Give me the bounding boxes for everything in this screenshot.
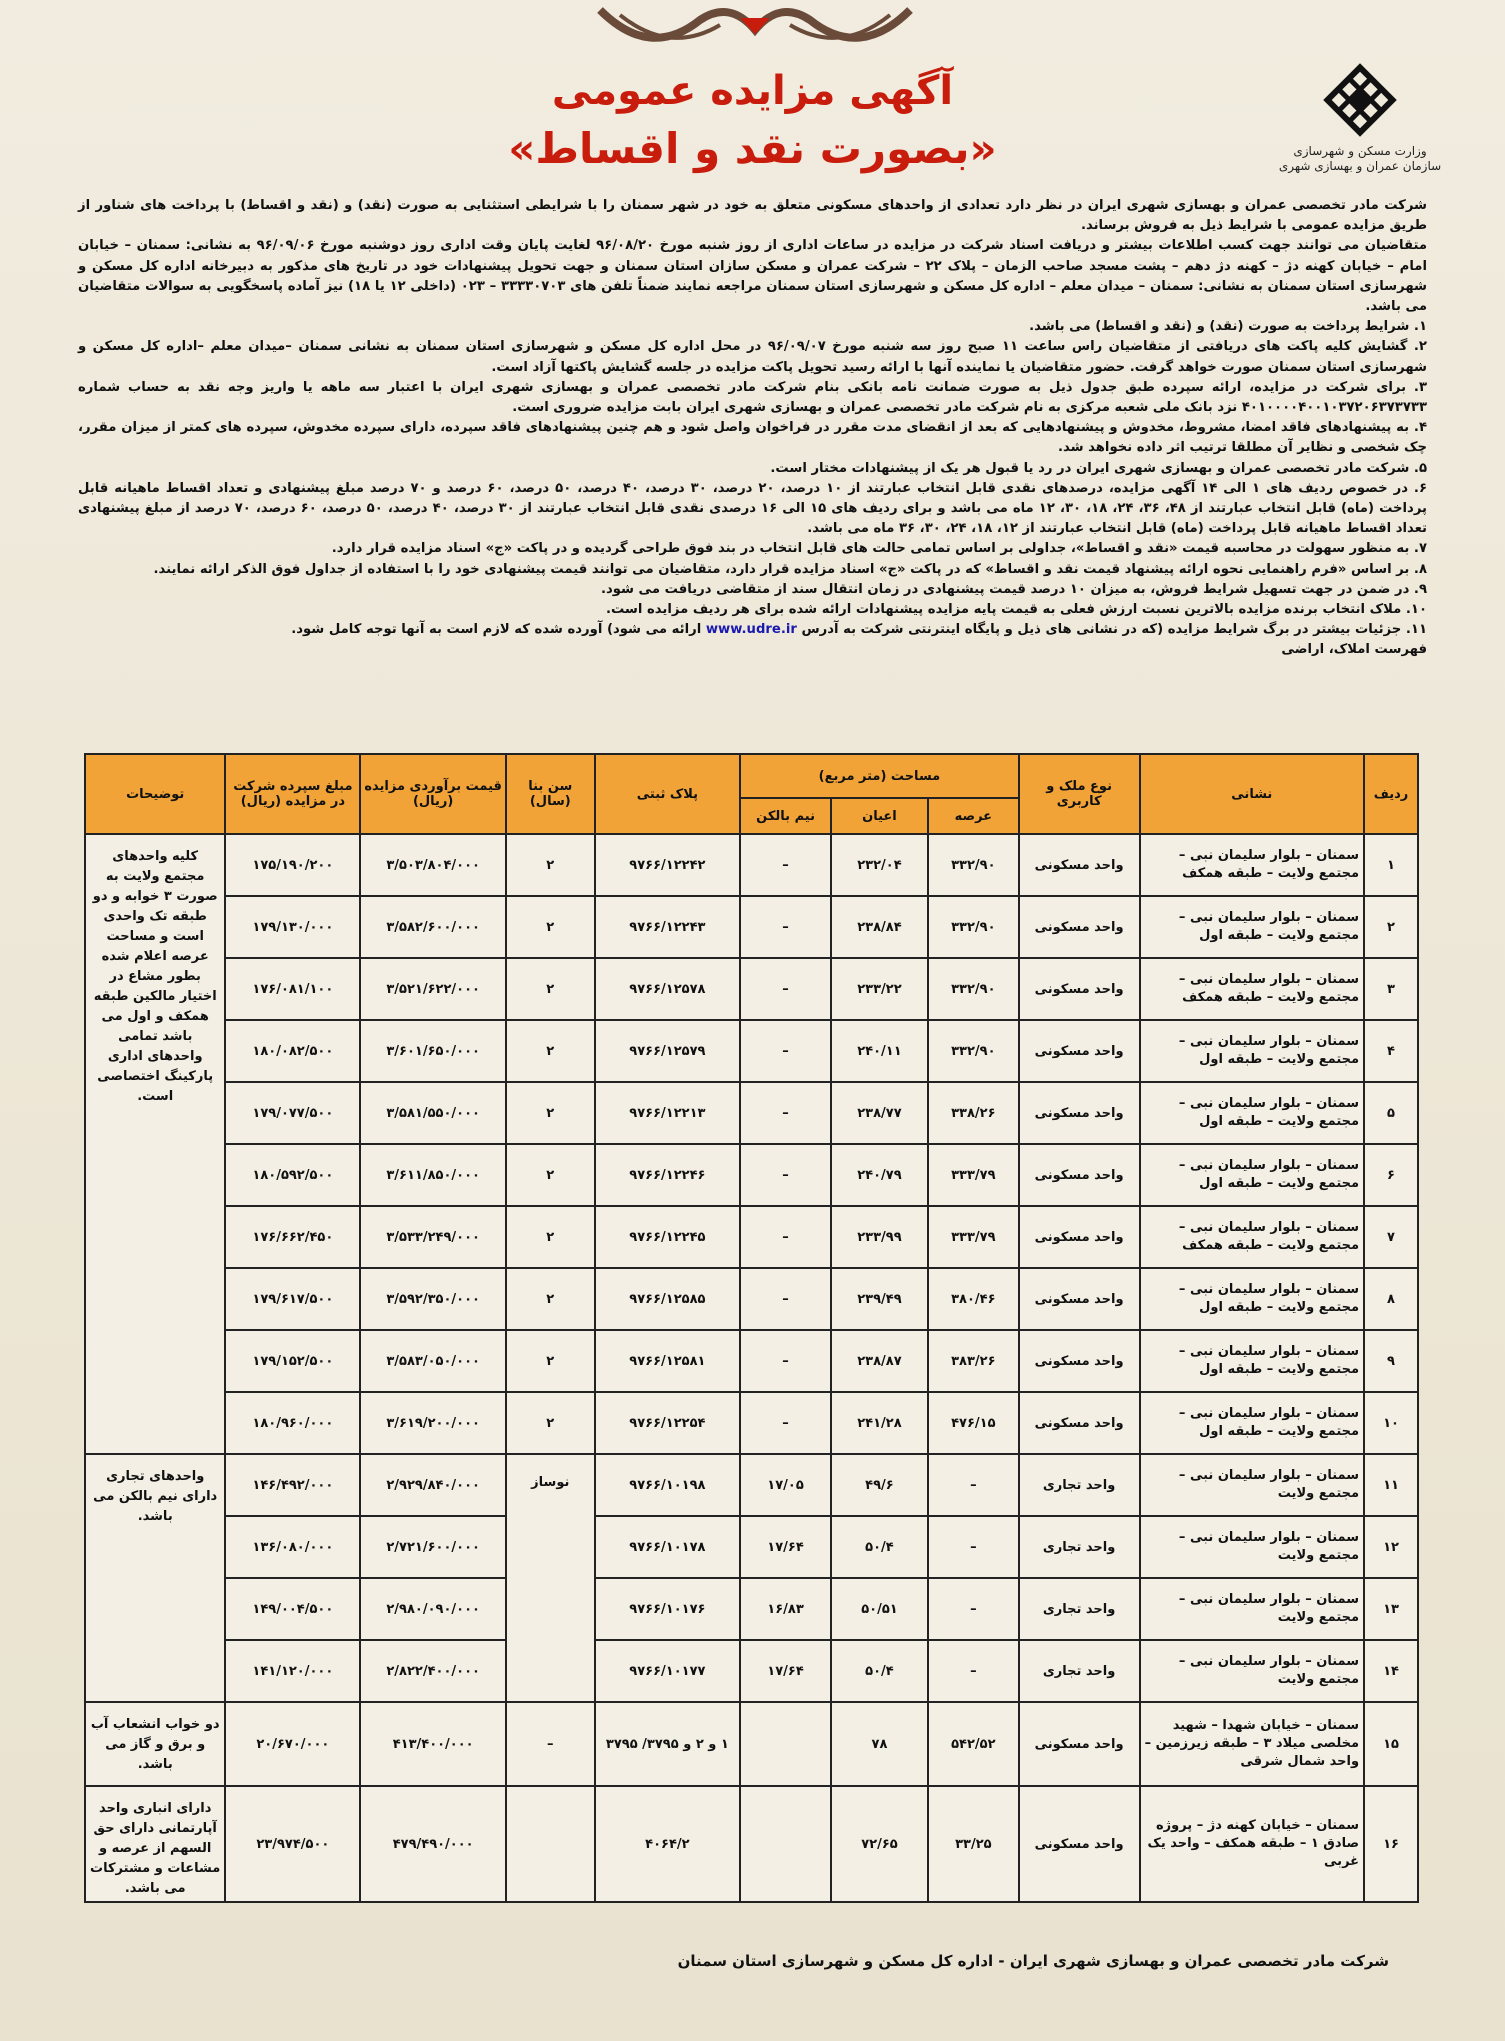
condition-4: ۴. به پیشنهادهای فاقد امضا، مشروط، مخدوش و پیشنهادهایی که بعد از انقضای مدت مقرر در فراخوان واصل شود و هم چنین پیشنهادهای فاقد سپرده، دارای سپرده مخدوش، سپرده های کمتر از میزان مقرر، چک شخصی و نظایر آن مطلقا ترتیب اثر داده نخواهد شد. <box>78 420 1427 456</box>
cell-price: ۳/۵۸۳/۰۵۰/۰۰۰ <box>360 1330 506 1392</box>
cell-deposit: ۲۰/۶۷۰/۰۰۰ <box>225 1702 360 1786</box>
cell-plak: ۱ و ۲ و ۳۷۹۵/ ۳۷۹۵ <box>595 1702 741 1786</box>
cell-deposit: ۱۷۹/۶۱۷/۵۰۰ <box>225 1268 360 1330</box>
cell-age: ۲ <box>506 896 595 958</box>
cell-ayan: ۲۳۲/۰۴ <box>831 834 928 896</box>
condition-11-end: ارائه می شود) آورده شده که لازم است به آنها توجه کامل شود. <box>291 622 702 638</box>
table-row <box>85 1206 1418 1268</box>
cell-type: واحد مسکونی <box>1019 1786 1140 1902</box>
ad-subtitle: «بصورت نقد و اقساط» <box>508 124 997 173</box>
table-row <box>85 1392 1418 1454</box>
cell-address: سمنان – خیابان کهنه دژ – پروژه صادق ۱ – طبقه همکف – واحد یک غربی <box>1140 1786 1365 1902</box>
cell-arse: ۳۳۳/۷۹ <box>928 1144 1019 1206</box>
cell-ayan: ۵۰/۴ <box>831 1516 928 1578</box>
cell-plak: ۹۷۶۶/۱۲۵۷۸ <box>595 958 741 1020</box>
cell-address: سمنان – بلوار سلیمان نبی – مجتمع ولایت – طبقه اول <box>1140 896 1365 958</box>
cell-arse: – <box>928 1640 1019 1702</box>
cell-arse: ۳۳۲/۹۰ <box>928 834 1019 896</box>
cell-age: ۲ <box>506 1020 595 1082</box>
cell-ayan: ۲۳۸/۷۷ <box>831 1082 928 1144</box>
cell-balcony: ۱۶/۸۳ <box>740 1578 831 1640</box>
cell-price: ۲/۹۸۰/۰۹۰/۰۰۰ <box>360 1578 506 1640</box>
cell-address: سمنان – بلوار سلیمان نبی – مجتمع ولایت – طبقه اول <box>1140 1268 1365 1330</box>
cell-ayan: ۲۳۸/۸۴ <box>831 896 928 958</box>
cell-age: ۲ <box>506 1206 595 1268</box>
cell-arse: ۳۳۲/۹۰ <box>928 958 1019 1020</box>
cell-row-no: ۷ <box>1364 1206 1418 1268</box>
table-row <box>85 834 1418 896</box>
condition-3: ۳. برای شرکت در مزایده، ارائه سپرده طبق جدول ذیل به صورت ضمانت نامه بانکی بنام شرکت مادر تخصصی عمران و بهسازی شهری ایران با اعتبار سه ماهه یا واریز وجه نقد به حساب شماره ۴۰۱۰۰۰۰۴۰۰۱۰۳۷۲۰۶۳۷۳۷۳۳ نزد بانک ملی شعبه مرکزی به نام شرکت مادر تخصصی عمران و بهسازی شهری ایران بابت مزایده ضروری است. <box>78 379 1427 416</box>
cell-arse: ۵۴۲/۵۲ <box>928 1702 1019 1786</box>
cell-deposit: ۱۳۶/۰۸۰/۰۰۰ <box>225 1516 360 1578</box>
cell-address: سمنان – بلوار سلیمان نبی – مجتمع ولایت – طبقه همکف <box>1140 1206 1365 1268</box>
cell-price: ۳/۵۰۳/۸۰۴/۰۰۰ <box>360 834 506 896</box>
cell-ayan: ۲۳۸/۸۷ <box>831 1330 928 1392</box>
cell-balcony <box>740 1702 831 1786</box>
cell-arse: – <box>928 1454 1019 1516</box>
cell-address: سمنان – بلوار سلیمان نبی – مجتمع ولایت <box>1140 1640 1365 1702</box>
cell-type: واحد مسکونی <box>1019 1206 1140 1268</box>
cell-price: ۲/۸۲۲/۴۰۰/۰۰۰ <box>360 1640 506 1702</box>
cell-ayan: ۷۸ <box>831 1702 928 1786</box>
cell-arse: ۴۷۶/۱۵ <box>928 1392 1019 1454</box>
cell-arse: ۳۳/۲۵ <box>928 1786 1019 1902</box>
cell-plak: ۹۷۶۶/۱۲۲۱۳ <box>595 1082 741 1144</box>
cell-deposit: ۱۴۹/۰۰۴/۵۰۰ <box>225 1578 360 1640</box>
cell-type: واحد تجاری <box>1019 1516 1140 1578</box>
cell-balcony: – <box>740 1206 831 1268</box>
cell-row-no: ۱۳ <box>1364 1578 1418 1640</box>
table-row <box>85 1144 1418 1206</box>
cell-plak: ۹۷۶۶/۱۰۱۷۸ <box>595 1516 741 1578</box>
cell-price: ۳/۵۳۳/۲۴۹/۰۰۰ <box>360 1206 506 1268</box>
header-area: مساحت (متر مربع) <box>740 754 1018 798</box>
cell-deposit: ۱۷۵/۱۹۰/۲۰۰ <box>225 834 360 896</box>
condition-7: ۷. به منظور سهولت در محاسبه قیمت «نقد و اقساط»، جداولی بر اساس تمامی حالت های قابل انتخاب در بند فوق طراحی گردیده و در پاکت «ج» اسناد مزایده قرار دارد. <box>331 541 1427 557</box>
cell-age <box>506 1786 595 1902</box>
cell-deposit: ۱۷۹/۱۵۲/۵۰۰ <box>225 1330 360 1392</box>
cell-row-no: ۵ <box>1364 1082 1418 1144</box>
cell-plak: ۹۷۶۶/۱۲۲۴۶ <box>595 1144 741 1206</box>
cell-balcony: ۱۷/۶۴ <box>740 1640 831 1702</box>
table-row <box>85 1786 1418 1902</box>
cell-age: ۲ <box>506 834 595 896</box>
ad-title: آگهی مزایده عمومی <box>551 68 954 114</box>
cell-balcony <box>740 1786 831 1902</box>
footer-signature: شرکت مادر تخصصی عمران و بهسازی شهری ایران - اداره کل مسکن و شهرسازی استان سمنان <box>677 1952 1389 1970</box>
logo-line-1: وزارت مسکن و شهرسازی <box>1293 144 1427 158</box>
cell-deposit: ۱۷۶/۶۶۲/۴۵۰ <box>225 1206 360 1268</box>
ornament-icon <box>590 0 920 70</box>
cell-type: واحد مسکونی <box>1019 1702 1140 1786</box>
cell-price: ۳/۵۸۱/۵۵۰/۰۰۰ <box>360 1082 506 1144</box>
website-link[interactable]: www.udre.ir <box>705 622 797 638</box>
cell-row-no: ۲ <box>1364 896 1418 958</box>
table-body <box>85 834 1418 1902</box>
cell-price: ۴۱۳/۴۰۰/۰۰۰ <box>360 1702 506 1786</box>
table-row <box>85 1516 1418 1578</box>
cell-age: ۲ <box>506 1268 595 1330</box>
cell-row-no: ۱۰ <box>1364 1392 1418 1454</box>
info-paragraph: متقاضیان می توانند جهت کسب اطلاعات بیشتر و دریافت اسناد شرکت در مزایده در ساعات اداری از روز شنبه مورخ ۹۶/۰۸/۲۰ لغایت پایان وقت اداری روز دوشنبه مورخ ۹۶/۰۹/۰۶ به نشانی: سمنان – خیابان امام – خیابان کهنه دژ – کهنه دژ دهم – پشت مسجد صاحب الزمان – پلاک ۲۲ – شرکت عمران و مسکن سازان استان سمنان و جهت تحویل پیشنهادات خود در تاریخ های مذکور به دبیرخانه اداره کل مسکن و شهرسازی استان سمنان به نشانی: سمنان – میدان معلم – اداره کل مسکن و شهرسازی استان سمنان مراجعه نمایند ضمناً تلفن های ۳۳۳۳۰۷۰۳ – ۰۲۳ (داخلی ۱۲ یا ۱۸) نیز آماده پاسخگویی به سوالات متقاضیان می باشد. <box>78 238 1428 315</box>
cell-address: سمنان – بلوار سلیمان نبی – مجتمع ولایت – طبقه اول <box>1140 1082 1365 1144</box>
top-ornament <box>590 0 920 70</box>
cell-deposit: ۱۷۹/۰۷۷/۵۰۰ <box>225 1082 360 1144</box>
cell-row-no: ۹ <box>1364 1330 1418 1392</box>
cell-notes: کلیه واحدهای مجتمع ولایت به صورت ۳ خوابه و دو طبقه تک واحدی است و مساحت عرصه اعلام شده بطور مشاع در اختیار مالکین طبقه همکف و اول می باشد تمامی واحدهای اداری پارکینگ اختصاصی است. <box>85 834 225 1454</box>
cell-row-no: ۶ <box>1364 1144 1418 1206</box>
cell-row-no: ۱۶ <box>1364 1786 1418 1902</box>
cell-price: ۲/۷۲۱/۶۰۰/۰۰۰ <box>360 1516 506 1578</box>
cell-address: سمنان – خیابان شهدا – شهید مخلصی میلاد ۳ – طبقه زیرزمین – واحد شمال شرقی <box>1140 1702 1365 1786</box>
cell-ayan: ۲۴۱/۲۸ <box>831 1392 928 1454</box>
cell-price: ۳/۵۹۲/۳۵۰/۰۰۰ <box>360 1268 506 1330</box>
cell-balcony: – <box>740 896 831 958</box>
cell-age: ۲ <box>506 1330 595 1392</box>
cell-ayan: ۵۰/۴ <box>831 1640 928 1702</box>
cell-price: ۲/۹۲۹/۸۴۰/۰۰۰ <box>360 1454 506 1516</box>
cell-row-no: ۱۵ <box>1364 1702 1418 1786</box>
table-row <box>85 1268 1418 1330</box>
cell-price: ۳/۶۱۱/۸۵۰/۰۰۰ <box>360 1144 506 1206</box>
cell-type: واحد تجاری <box>1019 1640 1140 1702</box>
cell-deposit: ۲۳/۹۷۴/۵۰۰ <box>225 1786 360 1902</box>
list-title: فهرست املاک، اراضی <box>1281 642 1427 658</box>
cell-arse: – <box>928 1516 1019 1578</box>
header-arse: عرصه <box>928 798 1019 834</box>
cell-price: ۳/۵۲۱/۶۲۲/۰۰۰ <box>360 958 506 1020</box>
cell-address: سمنان – بلوار سلیمان نبی – مجتمع ولایت <box>1140 1578 1365 1640</box>
cell-arse: ۳۳۸/۲۶ <box>928 1082 1019 1144</box>
header-plak: پلاک ثبتی <box>595 754 741 834</box>
cell-ayan: ۲۳۹/۴۹ <box>831 1268 928 1330</box>
cell-age: ۲ <box>506 1392 595 1454</box>
cell-ayan: ۲۳۳/۲۲ <box>831 958 928 1020</box>
header-row-no: ردیف <box>1364 754 1418 834</box>
cell-balcony: – <box>740 1392 831 1454</box>
cell-address: سمنان – بلوار سلیمان نبی – مجتمع ولایت – طبقه اول <box>1140 1330 1365 1392</box>
cell-notes: واحدهای تجاری دارای نیم بالکن می باشد. <box>85 1454 225 1702</box>
table-row <box>85 1640 1418 1702</box>
cell-row-no: ۱ <box>1364 834 1418 896</box>
cell-arse: ۳۸۳/۲۶ <box>928 1330 1019 1392</box>
cell-price: ۳/۵۸۲/۶۰۰/۰۰۰ <box>360 896 506 958</box>
cell-balcony: ۱۷/۰۵ <box>740 1454 831 1516</box>
condition-8: ۸. بر اساس «فرم راهنمایی نحوه ارائه پیشنهاد قیمت نقد و اقساط» که در پاکت «ج» اسناد مزایده قرار دارد، متقاضیان می توانند قیمت پیشنهادی خود را با استفاده از جداول فوق الذکر ارائه نمایند. <box>153 561 1427 577</box>
cell-type: واحد مسکونی <box>1019 1392 1140 1454</box>
cell-arse: ۳۳۲/۹۰ <box>928 1020 1019 1082</box>
cell-address: سمنان – بلوار سلیمان نبی – مجتمع ولایت – طبقه همکف <box>1140 958 1365 1020</box>
cell-notes: دو خواب انشعاب آب و برق و گاز می باشد. <box>85 1702 225 1786</box>
table-row <box>85 1702 1418 1786</box>
cell-ayan: ۲۴۰/۷۹ <box>831 1144 928 1206</box>
cell-type: واحد مسکونی <box>1019 1268 1140 1330</box>
cell-ayan: ۵۰/۵۱ <box>831 1578 928 1640</box>
cell-arse: – <box>928 1578 1019 1640</box>
cell-age: ۲ <box>506 1082 595 1144</box>
cell-ayan: ۲۳۳/۹۹ <box>831 1206 928 1268</box>
cell-ayan: ۴۹/۶ <box>831 1454 928 1516</box>
cell-row-no: ۱۲ <box>1364 1516 1418 1578</box>
cell-address: سمنان – بلوار سلیمان نبی – مجتمع ولایت – طبقه اول <box>1140 1144 1365 1206</box>
table-row <box>85 1578 1418 1640</box>
cell-type: واحد تجاری <box>1019 1578 1140 1640</box>
cell-plak: ۹۷۶۶/۱۲۵۸۱ <box>595 1330 741 1392</box>
cell-plak: ۹۷۶۶/۱۲۲۴۳ <box>595 896 741 958</box>
cell-deposit: ۱۸۰/۹۶۰/۰۰۰ <box>225 1392 360 1454</box>
cell-price: ۳/۶۰۱/۶۵۰/۰۰۰ <box>360 1020 506 1082</box>
cell-price: ۳/۶۱۹/۲۰۰/۰۰۰ <box>360 1392 506 1454</box>
header-age: سن بنا (سال) <box>506 754 595 834</box>
cell-balcony: – <box>740 1020 831 1082</box>
cell-type: واحد مسکونی <box>1019 1082 1140 1144</box>
cell-deposit: ۱۴۶/۴۹۲/۰۰۰ <box>225 1454 360 1516</box>
cell-address: سمنان – بلوار سلیمان نبی – مجتمع ولایت – طبقه اول <box>1140 1020 1365 1082</box>
table-row <box>85 1330 1418 1392</box>
condition-11 <box>78 620 1427 640</box>
cell-deposit: ۱۷۹/۱۳۰/۰۰۰ <box>225 896 360 958</box>
header-deposit: مبلغ سپرده شرکت در مزایده (ریال) <box>225 754 360 834</box>
cell-balcony: ۱۷/۶۴ <box>740 1516 831 1578</box>
cell-row-no: ۱۱ <box>1364 1454 1418 1516</box>
header-price: قیمت برآوردی مزایده (ریال) <box>360 754 506 834</box>
cell-plak: ۹۷۶۶/۱۲۲۴۲ <box>595 834 741 896</box>
cell-address: سمنان – بلوار سلیمان نبی – مجتمع ولایت <box>1140 1516 1365 1578</box>
cell-plak: ۹۷۶۶/۱۰۱۷۶ <box>595 1578 741 1640</box>
cell-plak: ۹۷۶۶/۱۲۵۷۹ <box>595 1020 741 1082</box>
cell-type: واحد مسکونی <box>1019 834 1140 896</box>
cell-plak: ۹۷۶۶/۱۰۱۹۸ <box>595 1454 741 1516</box>
cell-balcony: – <box>740 958 831 1020</box>
cell-balcony: – <box>740 1268 831 1330</box>
header-balcony: نیم بالکن <box>740 798 831 834</box>
condition-10: ۱۰. ملاک انتخاب برنده مزایده بالاترین نسبت ارزش فعلی به قیمت پایه مزایده پیشنهادات ارائه شده برای هر ردیف مزایده است. <box>605 602 1427 618</box>
cell-row-no: ۱۴ <box>1364 1640 1418 1702</box>
table-row <box>85 1082 1418 1144</box>
cell-age: ۲ <box>506 1144 595 1206</box>
cell-type: واحد مسکونی <box>1019 1144 1140 1206</box>
cell-notes: دارای انباری واحد آپارتمانی دارای حق السهم از عرصه و مشاعات و مشترکات می باشد. <box>85 1786 225 1902</box>
intro-paragraph: شرکت مادر تخصصی عمران و بهسازی شهری ایران در نظر دارد تعدادی از واحدهای مسکونی متعلق به خود در شهر سمنان را با شرایطی استثنایی به صورت (نقد) و (نقد و اقساط) با پرداخت های شناور از طریق مزایده عمومی با شرایط ذیل به فروش برساند. <box>78 198 1427 234</box>
cell-row-no: ۳ <box>1364 958 1418 1020</box>
cell-address: سمنان – بلوار سلیمان نبی – مجتمع ولایت <box>1140 1454 1365 1516</box>
header-ayan: اعیان <box>831 798 928 834</box>
cell-balcony: – <box>740 1082 831 1144</box>
table-row <box>85 896 1418 958</box>
cell-ayan: ۷۲/۶۵ <box>831 1786 928 1902</box>
condition-6: ۶. در خصوص ردیف های ۱ الی ۱۴ آگهی مزایده، درصدهای نقدی قابل انتخاب عبارتند از ۱۰ درصد، ۲۰ درصد، ۳۰ درصد، ۴۰ درصد، ۵۰ درصد، ۶۰ درصد و ۷۰ درصد مبلغ پیشنهادی و تعداد اقساط ماهیانه قابل پرداخت (ماه) قابل انتخاب عبارتند از ۴۸، ۳۶، ۲۴، ۱۸، ۳۰، ۱۲ ماه می باشد و برای ردیف های ۱۵ الی ۱۶ درصدی نقدی قابل انتخاب عبارتند از ۳۰ درصد، ۴۰ درصد، ۵۰ درصد، ۶۰ درصد، ۷۰ درصد از مبلغ پیشنهادی تعداد اقساط ماهیانه قابل پرداخت (ماه) قابل انتخاب عبارتند از ۱۲، ۱۸، ۲۴، ۳۰، ۳۶ ماه می باشد. <box>78 480 1427 537</box>
cell-arse: ۳۸۰/۴۶ <box>928 1268 1019 1330</box>
cell-address: سمنان – بلوار سلیمان نبی – مجتمع ولایت – طبقه همکف <box>1140 834 1365 896</box>
cell-type: واحد تجاری <box>1019 1454 1140 1516</box>
cell-price: ۴۷۹/۴۹۰/۰۰۰ <box>360 1786 506 1902</box>
ad-body <box>78 196 1427 661</box>
condition-9: ۹. در ضمن در جهت تسهیل شرایط فروش، به میزان ۱۰ درصد قیمت پیشنهادی در زمان انتقال سند از متقاضی دریافت می شود. <box>600 581 1427 597</box>
table-row <box>85 1020 1418 1082</box>
cell-balcony: – <box>740 834 831 896</box>
cell-row-no: ۸ <box>1364 1268 1418 1330</box>
condition-5: ۵. شرکت مادر تخصصی عمران و بهسازی شهری ایران در رد یا قبول هر یک از پیشنهادات مختار است. <box>770 460 1427 476</box>
property-table <box>84 753 1419 1903</box>
cell-type: واحد مسکونی <box>1019 1330 1140 1392</box>
header-notes: توضیحات <box>85 754 225 834</box>
cell-age: – <box>506 1702 595 1786</box>
header-type: نوع ملک و کاربری <box>1019 754 1140 834</box>
cell-deposit: ۱۸۰/۰۸۲/۵۰۰ <box>225 1020 360 1082</box>
cell-plak: ۹۷۶۶/۱۰۱۷۷ <box>595 1640 741 1702</box>
cell-type: واحد مسکونی <box>1019 958 1140 1020</box>
cell-row-no: ۴ <box>1364 1020 1418 1082</box>
logo-line-2: سازمان عمران و بهسازی شهری <box>1278 159 1442 173</box>
cell-plak: ۹۷۶۶/۱۲۲۵۴ <box>595 1392 741 1454</box>
cell-balcony: – <box>740 1144 831 1206</box>
cell-deposit: ۱۴۱/۱۲۰/۰۰۰ <box>225 1640 360 1702</box>
cell-plak: ۹۷۶۶/۱۲۲۴۵ <box>595 1206 741 1268</box>
table-row <box>85 1454 1418 1516</box>
table-row <box>85 958 1418 1020</box>
cell-arse: ۳۳۳/۷۹ <box>928 1206 1019 1268</box>
cell-balcony: – <box>740 1330 831 1392</box>
cell-deposit: ۱۷۶/۰۸۱/۱۰۰ <box>225 958 360 1020</box>
cell-deposit: ۱۸۰/۵۹۲/۵۰۰ <box>225 1144 360 1206</box>
cell-arse: ۳۳۲/۹۰ <box>928 896 1019 958</box>
cell-type: واحد مسکونی <box>1019 1020 1140 1082</box>
cell-address: سمنان – بلوار سلیمان نبی – مجتمع ولایت – طبقه اول <box>1140 1392 1365 1454</box>
condition-1: ۱. شرایط پرداخت به صورت (نقد) و (نقد و اقساط) می باشد. <box>1029 319 1427 335</box>
cell-plak: ۴۰۶۴/۲ <box>595 1786 741 1902</box>
cell-age: نوساز <box>506 1454 595 1702</box>
condition-11-start: ۱۱. جزئیات بیشتر در برگ شرایط مزایده (که در نشانی های ذیل و پایگاه اینترنتی شرکت به آدرس <box>801 622 1427 638</box>
cell-ayan: ۲۴۰/۱۱ <box>831 1020 928 1082</box>
condition-2: ۲. گشایش کلیه پاکت های دریافتی از متقاضیان راس ساعت ۱۱ صبح روز سه شنبه مورخ ۹۶/۰۹/۰۷ در محل اداره کل مسکن و شهرسازی استان سمنان به نشانی سمنان –میدان معلم –اداره کل مسکن و شهرسازی استان سمنان صورت خواهد گرفت. حضور متقاضیان یا نماینده آنها با ارائه رسید تحویل پاکت مزایده در جلسه گشایش پاکتها آزاد است. <box>78 339 1427 375</box>
cell-age: ۲ <box>506 958 595 1020</box>
cell-plak: ۹۷۶۶/۱۲۵۸۵ <box>595 1268 741 1330</box>
cell-type: واحد مسکونی <box>1019 896 1140 958</box>
header-address: نشانی <box>1140 754 1365 834</box>
